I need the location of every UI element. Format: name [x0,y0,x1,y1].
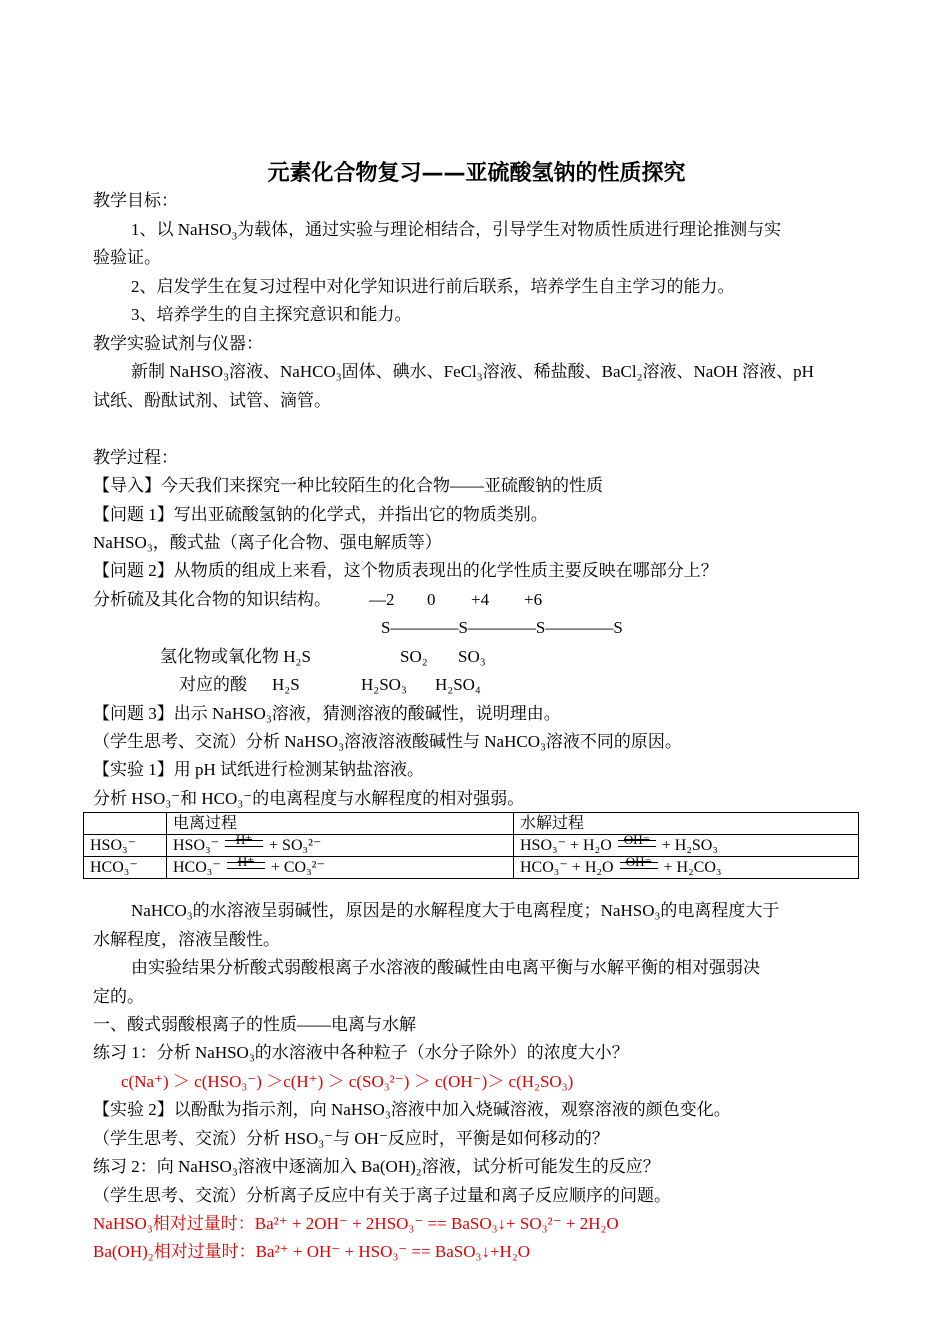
process-heading: 教学过程： [93,448,178,467]
ionization-hydrolysis-table [83,812,859,879]
conclusion-2: 由实验结果分析酸式弱酸根离子水溶液的酸碱性由电离平衡与水解平衡的相对强弱决 [131,958,760,977]
experiment-2: 【实验 2】以酚酞为指示剂，向 NaHSO₃溶液中加入烧碱溶液，观察溶液的颜色变化。 [93,1100,731,1119]
conclusion-1: NaHCO₃的水溶液呈弱碱性，原因是的水解程度大于电离程度；NaHSO₃的电离程度大于 [131,901,780,920]
sulfur-analysis: 分析硫及其化合物的知识结构。 [93,590,331,609]
ion-analysis: 分析 HSO₃⁻和 HCO₃⁻的电离程度与水解程度的相对强弱。 [93,789,525,808]
hydride-label: 氢化物或氧化物 H₂S [160,647,311,666]
practice-1-answer: c(Na⁺) ＞ c(HSO₃⁻) ＞c(H⁺) ＞ c(SO₃²⁻) ＞ c(OH⁻)＞ c(H₂SO₃) [121,1072,574,1091]
table-header-row [84,813,859,835]
hydrolysis-cell: HSO₃⁻ + H₂O OH⁻ + H₂SO₃ [514,835,859,857]
acid-h2so3: H₂SO₃ [361,675,407,694]
oxide-so3: SO₃ [458,647,486,666]
answer-excess-nahso3: NaHSO₃相对过量时：Ba²⁺ + 2OH⁻ + 2HSO₃⁻ == BaSO₃↓+ SO₃²⁻ + 2H₂O [93,1214,619,1233]
table-row [84,835,859,857]
equilibrium-arrow-icon: OH⁻ [618,858,660,874]
valence-3: +4 [471,590,490,609]
acid-label: 对应的酸 [179,675,247,694]
reagents-line-2: 试纸、酚酞试剂、试管、滴管。 [93,391,331,410]
hydrolysis-cell: HCO₃⁻ + H₂O OH⁻ + H₂CO₃ [514,857,859,879]
discussion-2: （学生思考、交流）分析 HSO₃⁻与 OH⁻反应时，平衡是如何移动的？ [93,1129,609,1148]
objective-3: 3、培养学生的自主探究意识和能力。 [131,305,412,324]
acid-h2s: H₂S [272,675,300,694]
valence-1: —2 [369,590,395,609]
conclusion-1-cont: 水解程度，溶液呈酸性。 [93,930,280,949]
section-1-heading: 一、酸式弱酸根离子的性质——电离与水解 [93,1015,416,1034]
intro: 【导入】今天我们来探究一种比较陌生的化合物——亚硫酸钠的性质 [93,476,603,495]
objectives-heading: 教学目标： [93,191,178,210]
discussion-3: （学生思考、交流）分析离子反应中有关于离子过量和离子反应顺序的问题。 [93,1186,671,1205]
question-1: 【问题 1】写出亚硫酸氢钠的化学式，并指出它的物质类别。 [93,505,548,524]
practice-1: 练习 1：分析 NaHSO₃的水溶液中各种粒子（水分子除外）的浓度大小？ [93,1043,629,1062]
conclusion-2-cont: 定的。 [93,987,144,1006]
reagents-line-1: 新制 NaHSO₃溶液、NaHCO₃固体、碘水、FeCl₃溶液、稀盐酸、BaCl₂溶液、NaOH 溶液、pH [131,362,814,381]
equilibrium-arrow-icon: OH⁻ [616,836,658,852]
experiment-1: 【实验 1】用 pH 试纸进行检测某钠盐溶液。 [93,760,425,779]
acid-h2so4: H₂SO₄ [435,675,481,694]
ionization-cell: HSO₃⁻ H⁺ + SO₃²⁻ [167,835,514,857]
ion-cell: HCO₃⁻ [84,857,167,879]
valence-2: 0 [427,590,436,609]
table-row [84,857,859,879]
reagents-heading: 教学实验试剂与仪器： [93,334,263,353]
objective-1: 1、以 NaHSO$_3$为载体，通过实验与理论相结合，引导学生对物质性质进行理论推测与实 [131,220,782,243]
valence-4: +6 [524,590,543,609]
discussion-1: （学生思考、交流）分析 NaHSO₃溶液溶液酸碱性与 NaHCO₃溶液不同的原因。 [93,732,682,751]
equilibrium-arrow-icon: H⁺ [223,836,265,852]
table-header-cell: 电离过程 [167,813,514,835]
table-header-cell: 水解过程 [514,813,859,835]
practice-2: 练习 2：向 NaHSO₃溶液中逐滴加入 Ba(OH)₂溶液，试分析可能发生的反应？ [93,1157,660,1176]
answer-excess-baoh2: Ba(OH)₂相对过量时：Ba²⁺ + OH⁻ + HSO₃⁻ == BaSO₃↓+H₂O [93,1242,531,1261]
question-1-answer: NaHSO₃，酸式盐（离子化合物、强电解质等） [93,533,442,552]
objective-2: 2、启发学生在复习过程中对化学知识进行前后联系，培养学生自主学习的能力。 [131,277,735,296]
ionization-cell: HCO₃⁻ H⁺ + CO₃²⁻ [167,857,514,879]
question-3: 【问题 3】出示 NaHSO₃溶液，猜测溶液的酸碱性，说明理由。 [93,704,561,723]
ion-cell: HSO₃⁻ [84,835,167,857]
document-title: 元素化合物复习——亚硫酸氢钠的性质探究 [267,161,686,186]
objective-1-cont: 验验证。 [93,248,161,267]
sulfur-chain: S————S————S————S [381,618,623,637]
table-header-cell [84,813,167,835]
question-2: 【问题 2】从物质的组成上来看，这个物质表现出的化学性质主要反映在哪部分上？ [93,561,718,580]
oxide-so2: SO₂ [400,647,428,666]
equilibrium-arrow-icon: H⁺ [225,858,267,874]
